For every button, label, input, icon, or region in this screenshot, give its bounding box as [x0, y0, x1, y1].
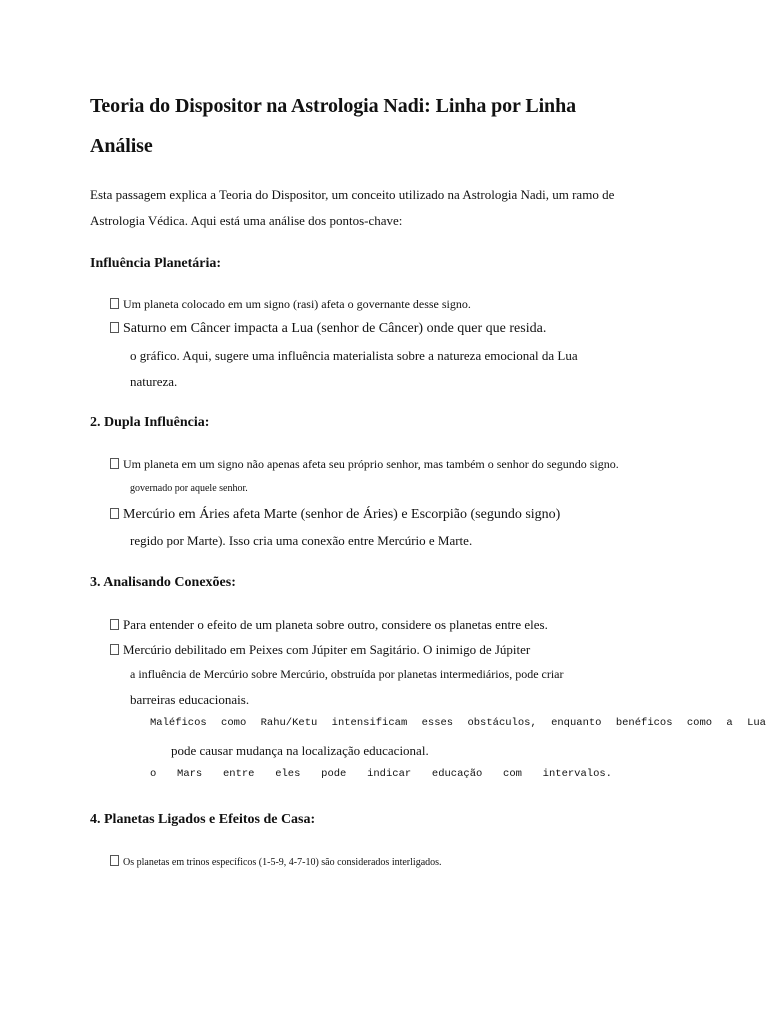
word: indicar: [367, 768, 412, 780]
section-heading-analisando-conexoes: 3. Analisando Conexões:: [90, 575, 236, 590]
list-item-continuation: natureza.: [130, 374, 178, 389]
list-item: [110, 297, 471, 312]
word: enquanto: [551, 717, 602, 729]
word: Lua: [747, 717, 766, 729]
bullet-box-icon: [110, 322, 119, 333]
list-item-continuation: a influência de Mercúrio sobre Mercúrio, obstruída por planetas intermediários, pode criar: [130, 667, 564, 681]
word: Rahu/Ketu: [260, 717, 318, 729]
word: entre: [222, 768, 255, 780]
list-item-text: Mercúrio em Áries afeta Marte (senhor de Áries) e Escorpião (segundo signo): [123, 507, 561, 522]
list-item-text: Os planetas em trinos específicos (1-5-9, 4-7-10) são considerados interligados.: [123, 857, 442, 868]
sub-item-continuation: pode causar mudança na localização educacional.: [171, 743, 429, 758]
section-heading-planetas-ligados: 4. Planetas Ligados e Efeitos de Casa:: [90, 812, 316, 827]
word: com: [503, 768, 522, 780]
word: educação: [431, 768, 483, 780]
document-title-line1: Teoria do Dispositor na Astrologia Nadi: Linha por Linha: [90, 95, 577, 117]
word: como: [221, 717, 247, 729]
section-heading-dupla-influencia: 2. Dupla Influência:: [90, 415, 210, 430]
list-item: [110, 642, 530, 658]
list-item-continuation: o gráfico. Aqui, sugere uma influência materialista sobre a natureza emocional da Lua: [130, 348, 578, 363]
list-item: [110, 321, 546, 337]
document-title-line2: Análise: [90, 135, 153, 157]
bullet-box-icon: [110, 644, 119, 655]
list-item-text: Para entender o efeito de um planeta sobre outro, considere os planetas entre eles.: [123, 617, 548, 632]
sub-item-justified: [150, 717, 766, 729]
section-heading-influencia: Influência Planetária:: [90, 256, 222, 271]
list-item-continuation: governado por aquele senhor.: [130, 483, 248, 494]
word: intervalos.: [542, 768, 612, 780]
list-item-text: Saturno em Câncer impacta a Lua (senhor de Câncer) onde quer que resida.: [123, 321, 547, 336]
word: Maléficos: [150, 717, 207, 729]
word: obstáculos,: [467, 717, 537, 729]
word: a: [726, 717, 733, 729]
list-item: [110, 457, 619, 472]
word: benéficos: [615, 717, 673, 729]
word: esses: [421, 717, 454, 729]
list-item: [110, 855, 442, 868]
word: pode: [321, 768, 347, 780]
list-item-text: Um planeta em um signo não apenas afeta seu próprio senhor, mas também o senhor do segundo signo.: [123, 457, 619, 471]
intro-line1: Esta passagem explica a Teoria do Dispositor, um conceito utilizado na Astrologia Nadi, um ramo de: [90, 187, 615, 202]
bullet-box-icon: [110, 458, 119, 469]
intro-line2: Astrologia Védica. Aqui está uma análise dos pontos-chave:: [90, 213, 403, 228]
word: eles: [275, 768, 301, 780]
list-item-continuation: regido por Marte). Isso cria uma conexão entre Mercúrio e Marte.: [130, 533, 473, 548]
bullet-box-icon: [110, 508, 119, 519]
list-item-text: Mercúrio debilitado em Peixes com Júpiter em Sagitário. O inimigo de Júpiter: [123, 642, 531, 657]
bullet-box-icon: [110, 298, 119, 309]
word: como: [686, 717, 713, 729]
sub-item-justified: [150, 768, 612, 780]
list-item-continuation: barreiras educacionais.: [130, 692, 250, 707]
list-item-text: Um planeta colocado em um signo (rasi) afeta o governante desse signo.: [123, 297, 471, 311]
word: Mars: [177, 768, 203, 780]
bullet-box-icon: [110, 619, 119, 630]
bullet-box-icon: [110, 855, 119, 866]
list-item: [110, 507, 560, 523]
word: intensificam: [331, 717, 408, 729]
list-item: [110, 617, 548, 633]
word: o: [150, 768, 157, 780]
